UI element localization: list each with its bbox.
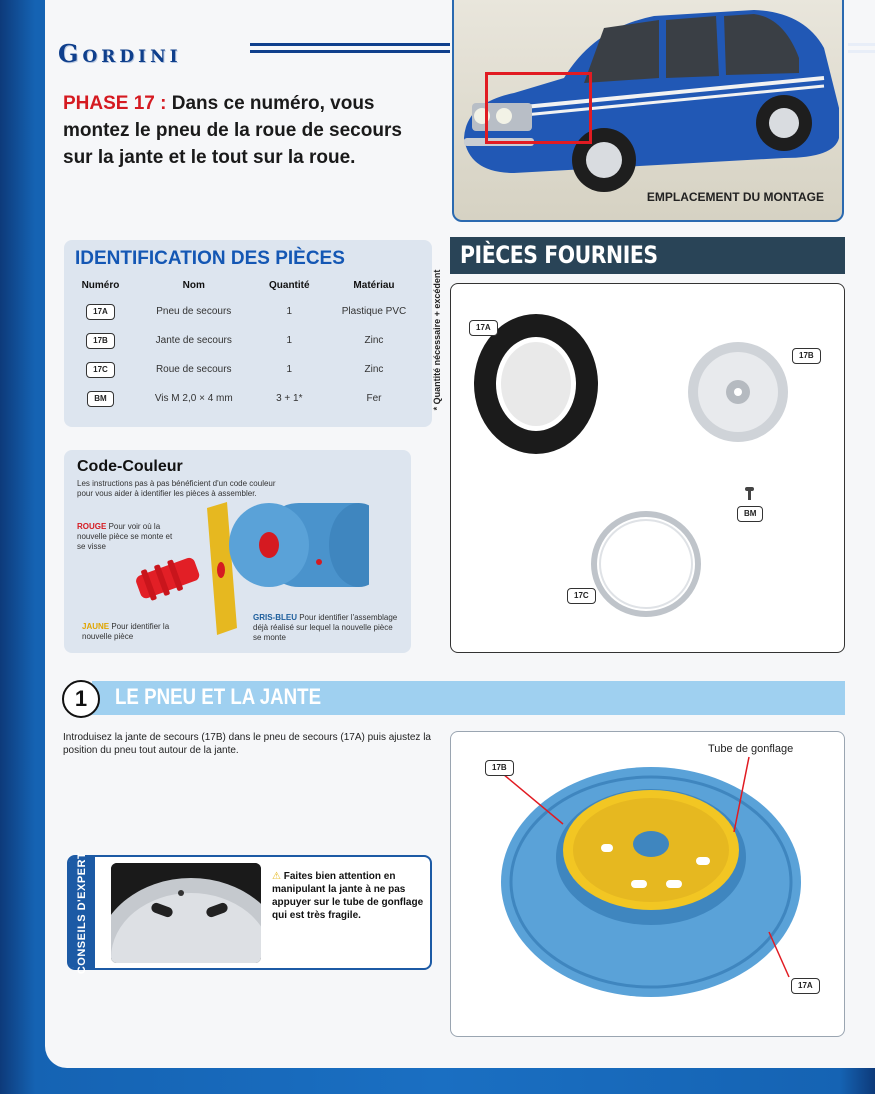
part-material: Zinc bbox=[364, 335, 384, 346]
gray-key: GRIS-BLEU bbox=[253, 613, 297, 622]
color-code-title: Code-Couleur bbox=[77, 458, 183, 475]
identification-panel bbox=[64, 240, 432, 427]
part-qty: 1 bbox=[286, 364, 293, 375]
header-stripes bbox=[250, 43, 450, 57]
step-number: 1 bbox=[62, 680, 100, 718]
part-material: Fer bbox=[366, 393, 382, 404]
expert-tips-box bbox=[67, 851, 432, 974]
part-tag: BM bbox=[87, 391, 113, 407]
step-1-instructions: Introduisez la jante de secours (17B) dans le pneu de secours (17A) puis ajustez la position du pneu tout autour de la jante. bbox=[63, 732, 431, 756]
rim-closeup-illustration bbox=[111, 863, 261, 963]
part-name: Pneu de secours bbox=[156, 306, 232, 317]
table-row bbox=[70, 384, 426, 413]
table-row bbox=[70, 297, 426, 326]
photo-caption: EMPLACEMENT DU MONTAGE bbox=[646, 190, 824, 204]
tire-rim-illustration bbox=[451, 732, 844, 1036]
col-quantite: Quantité bbox=[269, 280, 310, 291]
diagram-label-17b: 17B bbox=[485, 760, 514, 776]
label-17a: 17A bbox=[469, 320, 498, 336]
yellow-key: JAUNE bbox=[82, 622, 110, 631]
part-material: Zinc bbox=[364, 364, 384, 375]
part-name: Roue de secours bbox=[155, 364, 232, 375]
step-title: LE PNEU ET LA JANTE bbox=[115, 684, 322, 709]
identification-title: IDENTIFICATION DES PIÈCES bbox=[75, 248, 345, 269]
logo-bar bbox=[50, 38, 450, 68]
expert-tips-sidebar bbox=[69, 851, 95, 974]
diagram-label-17a: 17A bbox=[791, 978, 820, 994]
part-qty: 1 bbox=[286, 306, 293, 317]
expert-tips-text bbox=[272, 870, 424, 922]
col-materiau: Matériau bbox=[353, 280, 395, 291]
part-tag: 17A bbox=[86, 304, 115, 320]
table-row bbox=[70, 355, 426, 384]
table-row bbox=[70, 326, 426, 355]
gordini-logo: Gordini bbox=[58, 39, 182, 68]
color-code-illustration bbox=[119, 500, 369, 640]
phase-heading bbox=[63, 90, 423, 171]
mount-location-marker bbox=[485, 72, 592, 144]
color-code-panel bbox=[64, 450, 411, 653]
part-qty: 1 bbox=[286, 335, 293, 346]
parts-table bbox=[70, 280, 426, 413]
warning-icon: ⚠ bbox=[272, 871, 281, 882]
phase-label: PHASE 17 : bbox=[63, 93, 167, 114]
red-key: ROUGE bbox=[77, 522, 107, 531]
expert-tips-message: Faites bien attention en manipulant la jante à ne pas appuyer sur le tube de gonflage qui est très fragile. bbox=[272, 871, 424, 921]
yellow-text: Pour identifier la nouvelle pièce bbox=[82, 622, 170, 641]
part-name: Jante de secours bbox=[155, 335, 232, 346]
car-photo bbox=[452, 0, 844, 222]
step-1-header bbox=[62, 680, 845, 716]
part-material: Plastique PVC bbox=[341, 306, 407, 317]
supplied-parts-header bbox=[450, 237, 845, 274]
phase-text: Dans ce numéro, vous montez le pneu de la roue de secours sur la jante et le tout sur la roue. bbox=[63, 93, 402, 168]
label-17c: 17C bbox=[567, 588, 596, 604]
supplied-parts-box bbox=[450, 283, 845, 653]
gray-text: Pour identifier l'assemblage déjà réalisé sur lequel la nouvelle pièce se monte bbox=[253, 613, 398, 642]
part-tag: 17C bbox=[86, 362, 115, 378]
label-bm: BM bbox=[737, 506, 763, 522]
red-text: Pour voir où la nouvelle pièce se monte et se visse bbox=[77, 522, 173, 551]
color-code-intro: Les instructions pas à pas bénéficient d'un code couleur pour vous aider à identifier les pièces à assembler. bbox=[77, 479, 276, 498]
assembly-diagram bbox=[450, 731, 845, 1037]
supplied-parts-illustration bbox=[451, 284, 843, 650]
col-numero: Numéro bbox=[81, 280, 120, 291]
part-tag: 17B bbox=[86, 333, 115, 349]
label-17b: 17B bbox=[792, 348, 821, 364]
tube-label: Tube de gonflage bbox=[708, 743, 794, 755]
col-nom: Nom bbox=[182, 280, 205, 291]
header-stripes-right bbox=[848, 43, 875, 57]
quantity-note-text: * Quantité nécessaire + excédent bbox=[432, 269, 442, 411]
supplied-parts-title: PIÈCES FOURNIES bbox=[460, 241, 658, 269]
part-qty: 3 + 1* bbox=[276, 393, 303, 404]
expert-tips-title: CONSEILS D'EXPERT bbox=[76, 851, 88, 974]
part-name: Vis M 2,0 × 4 mm bbox=[154, 393, 233, 404]
quantity-note bbox=[430, 255, 444, 425]
rim-closeup-photo bbox=[111, 863, 261, 963]
